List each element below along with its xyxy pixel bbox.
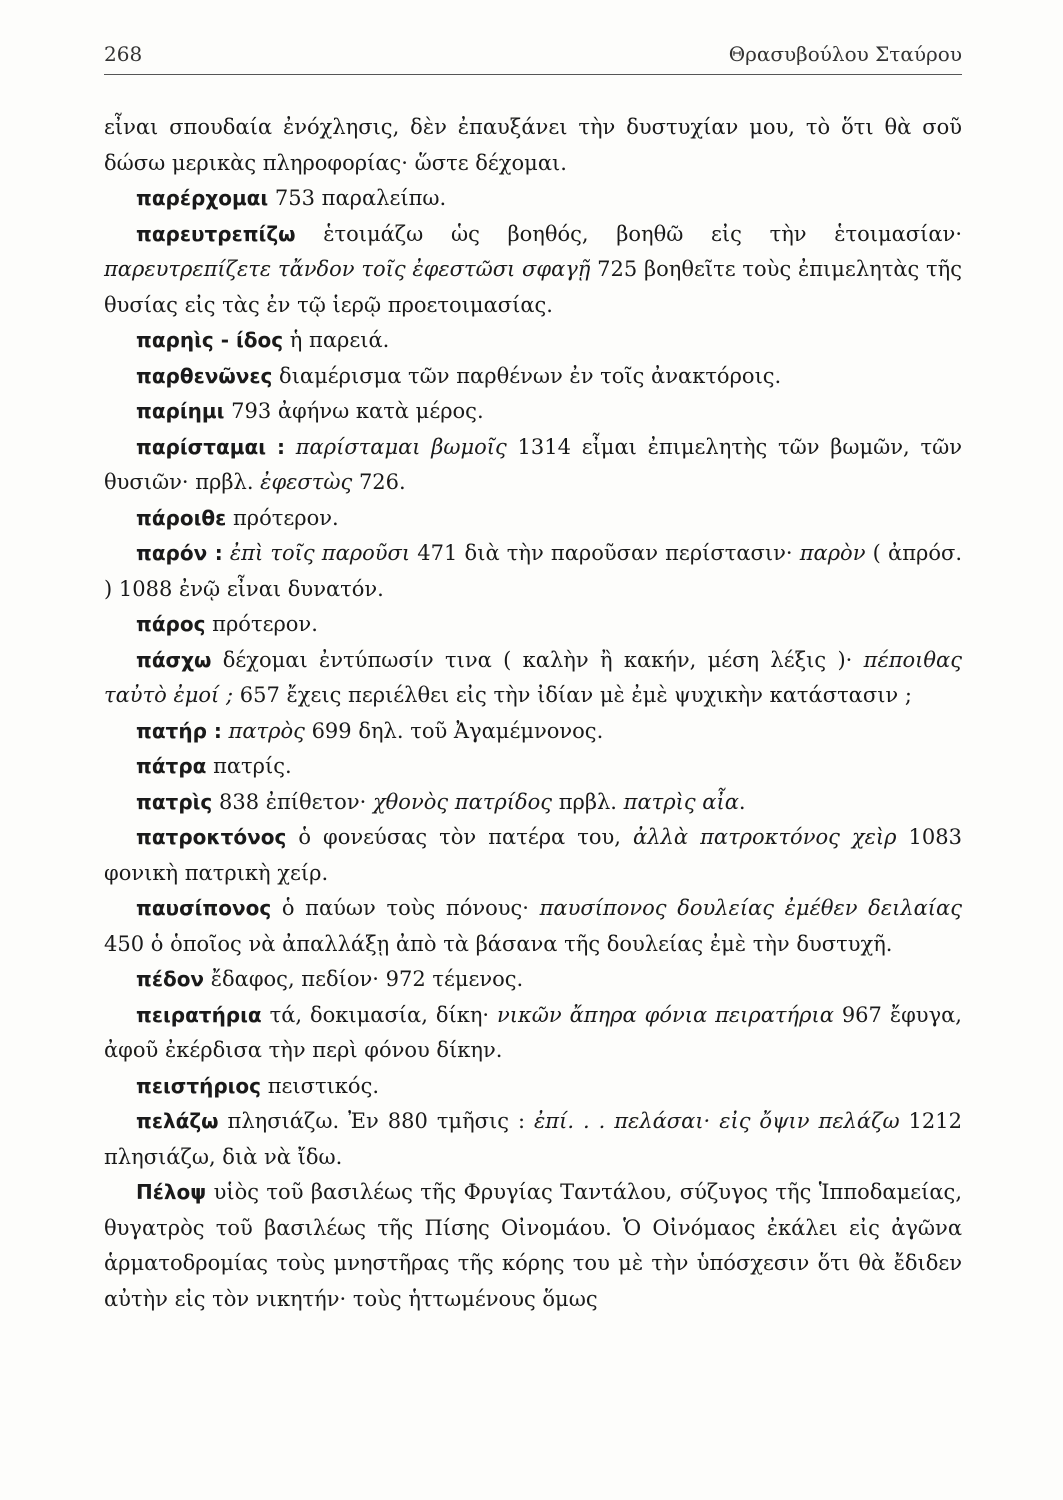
continued-paragraph — [104, 110, 962, 181]
glossary-entry — [104, 749, 962, 785]
glossary-entry — [104, 998, 962, 1069]
headword: παρέρχομαι — [136, 186, 269, 210]
quoted-phrase: πέποιθας ταὐτὸ ἐμοί ; — [104, 647, 962, 707]
headword: πέδον — [136, 967, 205, 991]
definition-text — [222, 719, 229, 743]
headword: Πέλοψ — [136, 1180, 207, 1204]
glossary-entry — [104, 820, 962, 891]
glossary-entry — [104, 394, 962, 430]
definition-text: ὁ παύων τοὺς πόνους· — [271, 896, 540, 920]
definition-text: 450 ὁ ὁποῖος νὰ ἀπαλλάξῃ ἀπὸ τὰ βάσανα τῆς δουλείας ἐμὲ τὴν δυστυχῆ. — [104, 931, 893, 956]
glossary-entry — [104, 430, 962, 501]
headword: παρίσταμαι : — [136, 434, 286, 459]
definition-text: ὁ φονεύσας τὸν πατέρα του, — [286, 825, 634, 849]
definition-text: 726. — [352, 470, 406, 494]
headword: πατήρ : — [136, 718, 222, 743]
quoted-phrase: ἐπί. . . πελάσαι· εἰς ὄψιν πελάζω — [534, 1109, 900, 1133]
definition-text: πλησιάζω. Ἐν 880 τμῆσις : — [218, 1109, 535, 1133]
running-header — [104, 38, 962, 68]
definition-text: πρβλ. — [552, 789, 624, 814]
glossary-entry — [104, 714, 962, 750]
definition-text: εἶναι σπουδαία ἐνόχλησις, δὲν ἐπαυξάνει τὴν δυστυχίαν μου, τὸ ὅτι θὰ σοῦ δώσω μερικὰς πληροφορίας· ὥστε δέχομαι. — [104, 115, 962, 175]
quoted-phrase: παρίσταμαι βωμοῖς — [295, 434, 507, 459]
headword: παρηὶς - ίδος — [136, 328, 284, 352]
definition-text: 725 βοηθεῖτε τοὺς ἐπιμελητὰς τῆς θυσίας εἰς τὰς ἐν τῷ ἱερῷ προετοιμασίας. — [104, 257, 963, 317]
definition-text: διαμέρισμα τῶν παρθένων ἐν τοῖς ἀνακτόροις. — [272, 363, 782, 388]
quoted-phrase: ἐφεστὼς — [260, 470, 353, 494]
quoted-phrase: πατρὶς αἶα — [623, 789, 739, 814]
definition-text: 471 διὰ τὴν παροῦσαν περίστασιν· — [410, 541, 800, 565]
headword: πελάζω — [136, 1109, 219, 1133]
definition-text: ( ἀπρόσ. ) 1088 ἐνῷ εἶναι δυνατόν. — [104, 541, 962, 601]
quoted-phrase: παρὸν — [799, 541, 866, 565]
quoted-phrase: χθονὸς πατρίδος — [372, 789, 553, 814]
definition-text: 967 ἔφυγα, ἀφοῦ ἐκέρδισα τὴν περὶ φόνου δίκην. — [104, 1002, 962, 1062]
glossary-entry — [104, 962, 962, 998]
quoted-phrase: ἐπὶ τοῖς παροῦσι — [229, 541, 411, 565]
headword: πατρὶς — [136, 789, 213, 814]
definition-text — [285, 435, 296, 459]
definition-text: πατρίς. — [206, 754, 292, 778]
glossary-entry — [104, 891, 962, 962]
definition-text: πρότερον. — [226, 505, 339, 530]
definition-text: . — [738, 789, 746, 814]
running-title: Θρασυβούλου Σταύρου — [728, 42, 962, 66]
definition-text: 657 ἔχεις περιέλθει εἰς τὴν ἰδίαν μὲ ἐμὲ ψυχικὴν κατάστασιν ; — [233, 683, 912, 707]
quoted-phrase: πατρὸς — [228, 718, 305, 743]
page-number: 268 — [104, 42, 143, 66]
headword: παρόν : — [136, 541, 223, 565]
headword: πάρος — [136, 612, 206, 636]
quoted-phrase: ἀλλὰ πατροκτόνος χεὶρ — [633, 825, 897, 849]
headword: παυσίπονος — [136, 896, 272, 920]
definition-text: 1083 φονικὴ πατρικὴ χείρ. — [104, 825, 962, 885]
headword: πατροκτόνος — [136, 825, 287, 849]
definition-text: 753 παραλείπω. — [268, 186, 447, 210]
definition-text: 838 ἐπίθετον· — [212, 789, 373, 814]
glossary-entry — [104, 359, 962, 395]
glossary-entry — [104, 1069, 962, 1105]
glossary-entry — [104, 217, 962, 324]
definition-text: 1314 εἶμαι ἐπιμελητὴς τῶν βωμῶν, τῶν θυσιῶν· πρβλ. — [104, 434, 962, 494]
glossary-entry — [104, 643, 962, 714]
glossary-body — [104, 110, 962, 1317]
quoted-phrase: νικῶν ἄπηρα φόνια πειρατήρια — [497, 1002, 834, 1027]
definition-text: υἱὸς τοῦ βασιλέως τῆς Φρυγίας Ταντάλου, σύζυγος τῆς Ἱπποδαμείας, θυγατρὸς τοῦ βασιλέως τῆς Πίσης Οἰνομάου. Ὁ Οἰνόμαος ἐκάλει εἰς ἀγῶνα ἁρματοδρομίας τοὺς μνηστῆρας τῆς κόρης του μὲ τὴν ὑπόσχεσιν ὅτι θὰ ἔδιδεν αὐτὴν εἰς τὸν νικητήν· τοὺς ἡττωμένους ὅμως — [104, 1180, 962, 1311]
glossary-entry — [104, 181, 962, 217]
definition-text — [223, 541, 230, 565]
glossary-entry — [104, 536, 962, 607]
definition-text: τά, δοκιμασία, δίκη· — [261, 1002, 498, 1027]
definition-text: πρότερον. — [205, 612, 318, 636]
headword: πειστήριος — [136, 1073, 262, 1098]
headword: παρθενῶνες — [136, 363, 273, 388]
definition-text: δέχομαι ἐντύπωσίν τινα ( καλὴν ἢ κακήν, μέση λέξις )· — [211, 647, 864, 672]
headword: παρίημι — [136, 399, 225, 423]
headword: παρευτρεπίζω — [136, 221, 296, 246]
definition-text: ἔδαφος, πεδίον· 972 τέμενος. — [204, 967, 524, 991]
definition-text: 793 ἀφήνω κατὰ μέρος. — [224, 399, 484, 423]
headword: πάτρα — [136, 754, 207, 778]
definition-text: 699 δηλ. τοῦ Ἀγαμέμνονος. — [304, 718, 604, 743]
definition-text: πειστικός. — [261, 1073, 380, 1098]
glossary-entry — [104, 1175, 962, 1317]
glossary-entry — [104, 323, 962, 359]
definition-text: 1212 πλησιάζω, διὰ νὰ ἴδω. — [104, 1109, 963, 1169]
glossary-entry — [104, 501, 962, 537]
headword: πειρατήρια — [136, 1002, 262, 1027]
definition-text: ἑτοιμάζω ὡς βοηθός, βοηθῶ εἰς τὴν ἑτοιμασίαν· — [295, 221, 962, 246]
glossary-entry — [104, 785, 962, 821]
headword: πάροιθε — [136, 505, 227, 530]
definition-text: ἡ παρειά. — [283, 328, 390, 352]
header-rule — [104, 74, 962, 75]
headword: πάσχω — [136, 647, 212, 672]
quoted-phrase: παρευτρεπίζετε τἄνδον τοῖς ἐφεστῶσι σφαγῇ — [104, 257, 591, 281]
quoted-phrase: παυσίπονος δουλείας ἐμέθεν δειλαίας — [539, 896, 962, 920]
glossary-entry — [104, 607, 962, 643]
glossary-entry — [104, 1104, 962, 1175]
